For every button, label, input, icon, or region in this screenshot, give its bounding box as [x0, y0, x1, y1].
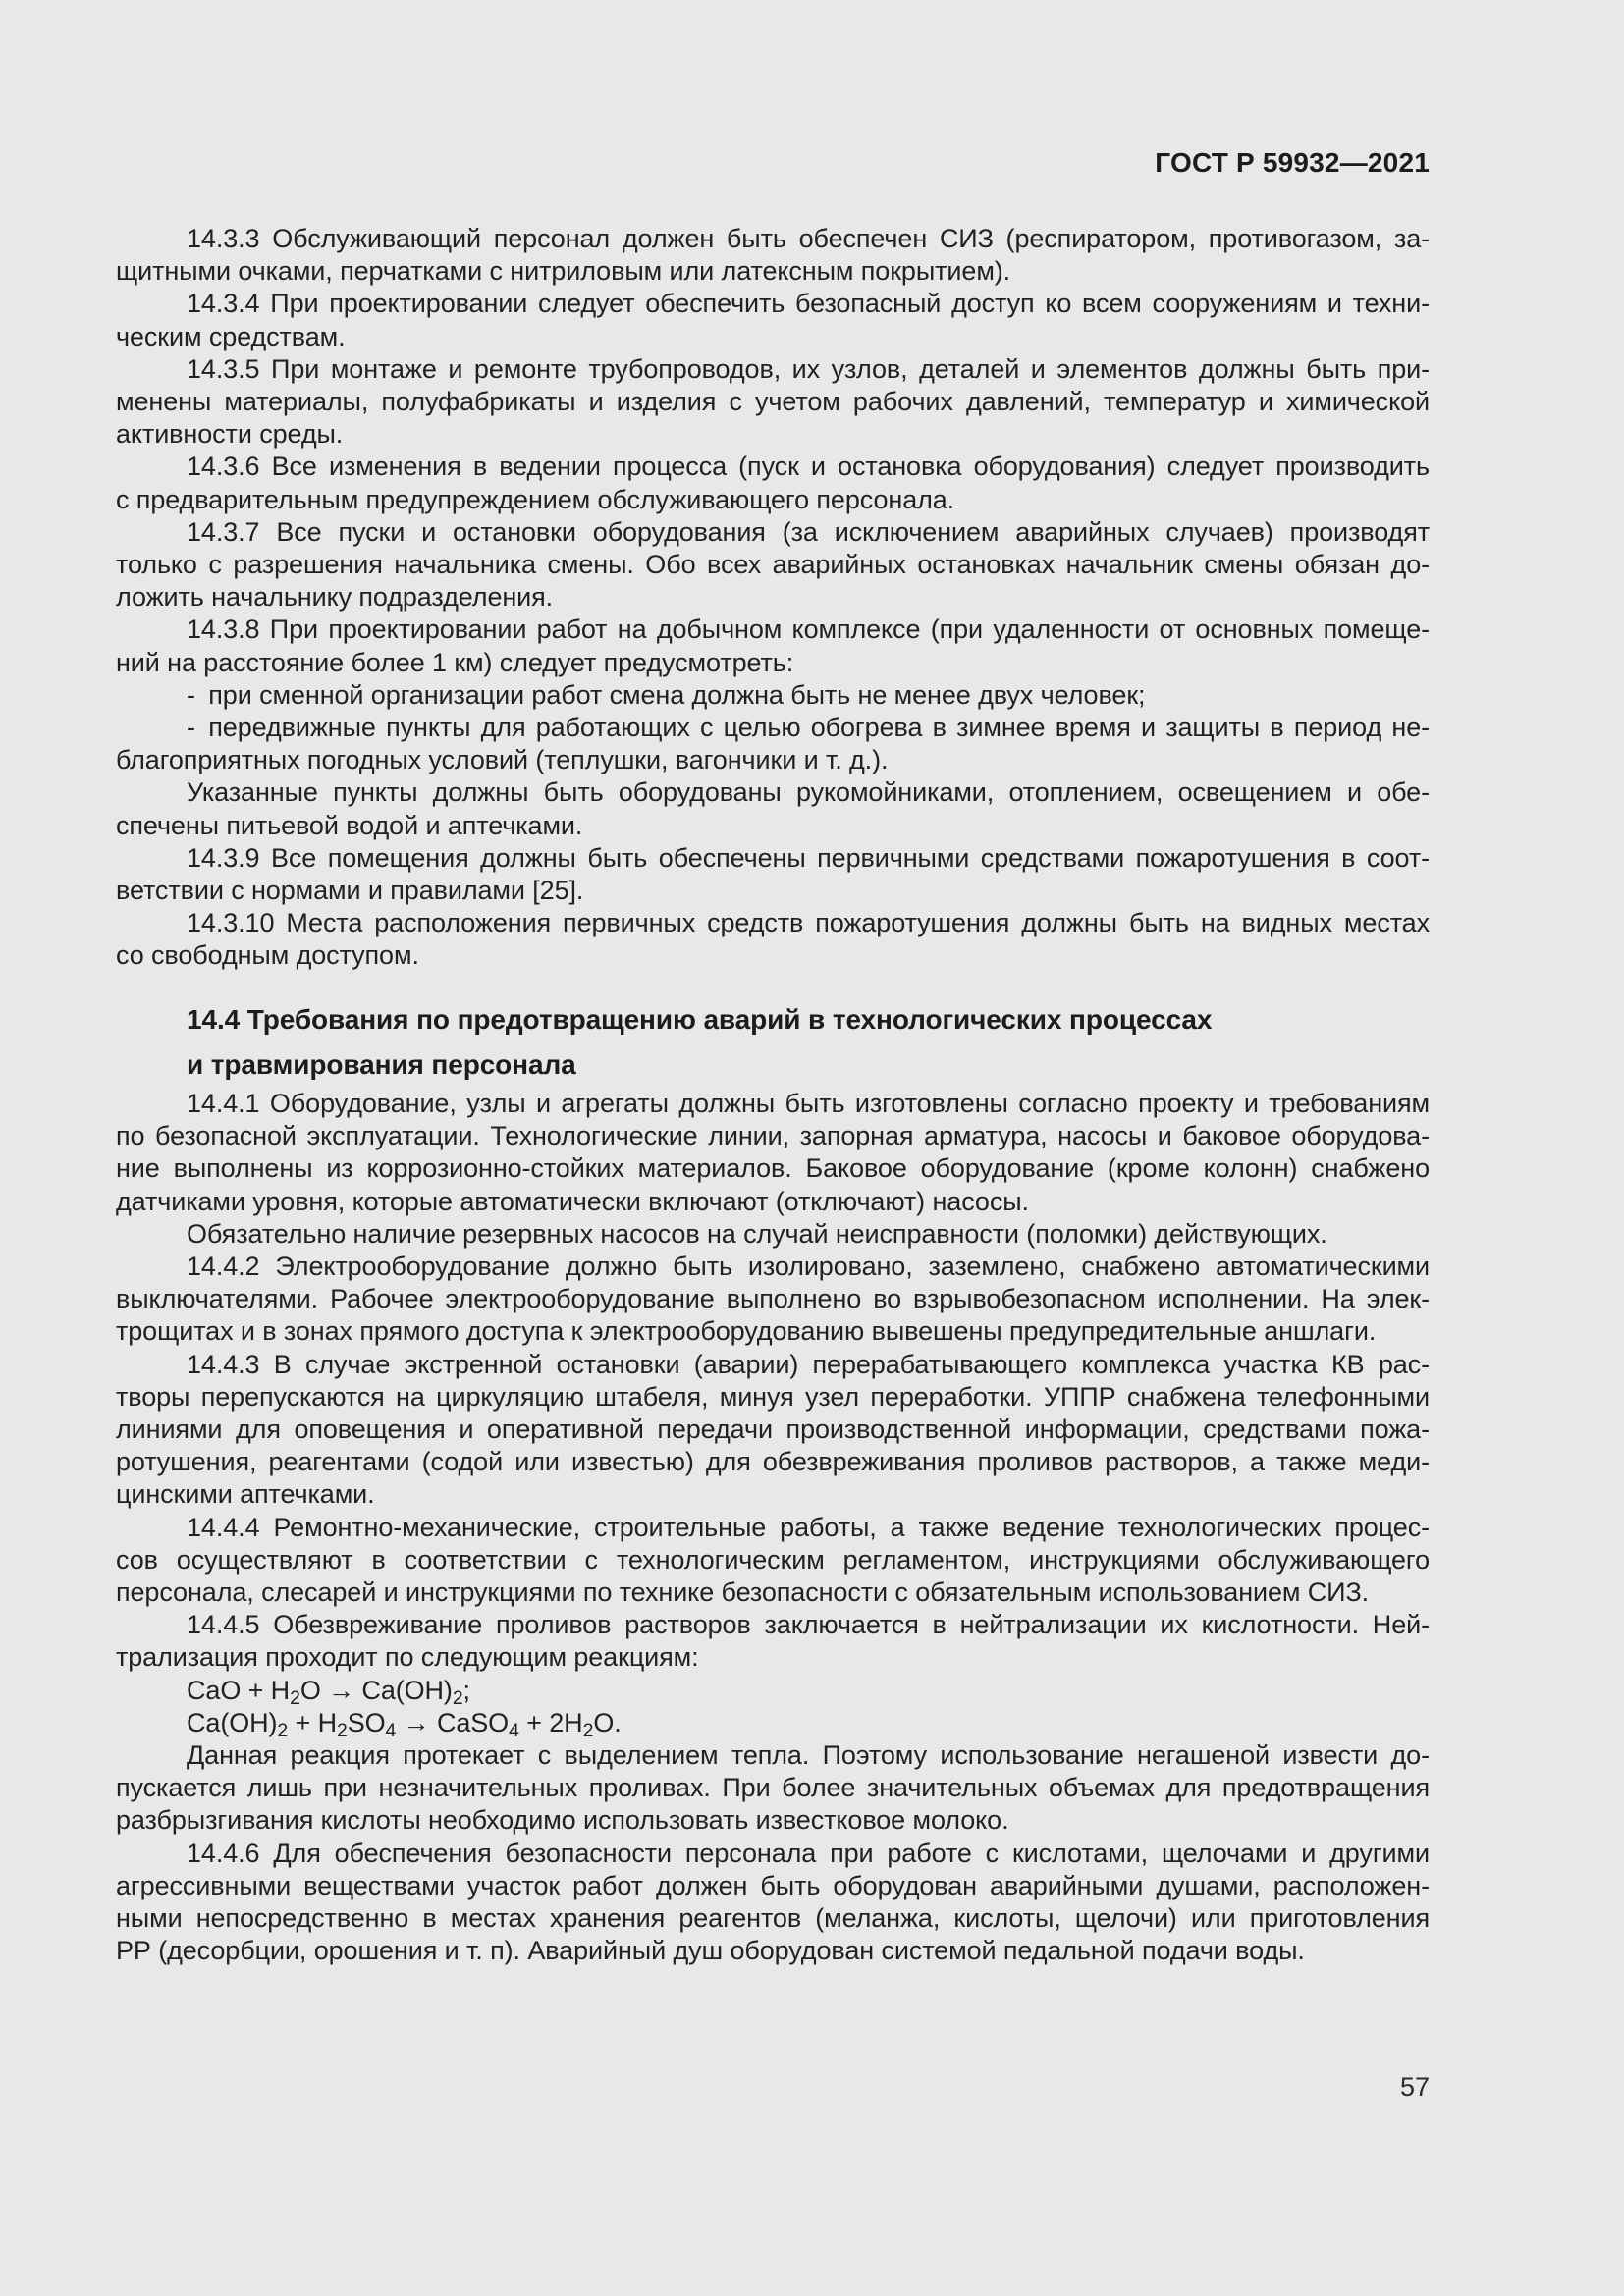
- heading-line: и травмирования персонала: [187, 1049, 576, 1080]
- page-number: 57: [1399, 2072, 1430, 2102]
- formula-line: CaO + $H_2O \to Ca(OH)_2$;: [187, 1675, 470, 1707]
- text-line: выключателями. Рабочее электрооборудование выполнено во взрывобезопасном исполнении. На элек-: [116, 1284, 1430, 1314]
- section-14-3: [116, 223, 1430, 973]
- text-line: 14.4.4 Ремонтно-механические, строительные работы, а также ведение технологических процес-: [187, 1512, 1430, 1542]
- text-line: ными непосредственно в местах хранения реагентов (меланжа, кислоты, щелочи) или приготовления: [116, 1903, 1430, 1934]
- text-line: 14.3.8 При проектировании работ на добычном комплексе (при удаленности от основных помеще-: [187, 614, 1430, 645]
- text-line: - при сменной организации работ смена должна быть не менее двух человек;: [187, 679, 1146, 710]
- text-line: менены материалы, полуфабрикаты и изделия с учетом рабочих давлений, температур и химической: [116, 387, 1430, 417]
- text-line: ложить начальнику подразделения.: [116, 582, 554, 613]
- text-line: 14.3.9 Все помещения должны быть обеспечены первичными средствами пожаротушения в соот-: [187, 842, 1430, 873]
- text-line: спечены питьевой водой и аптечками.: [116, 810, 583, 840]
- text-line: 14.4.1 Оборудование, узлы и агрегаты должны быть изготовлены согласно проекту и требованиям: [187, 1089, 1430, 1118]
- text-line: ний на расстояние более 1 км) следует предусмотреть:: [116, 647, 794, 677]
- text-line: 14.3.7 Все пуски и остановки оборудования (за исключением аварийных случаев) производят: [187, 516, 1430, 547]
- text-line: ротушения, реагентами (содой или известью) для обезвреживания проливов растворов, а также меди-: [116, 1447, 1430, 1477]
- text-line: только с разрешения начальника смены. Обо всех аварийных остановках начальник смены обязан до-: [116, 550, 1430, 580]
- text-line: сов осуществляют в соответствии с технологическим регламентом, инструкциями обслуживающего: [116, 1544, 1430, 1575]
- text-line: персонала, слесарей и инструкциями по технике безопасности с обязательным использованием СИЗ.: [116, 1577, 1370, 1608]
- section-heading-14-4: [116, 997, 1430, 1088]
- text-line: трализация проходит по следующим реакциям:: [116, 1642, 699, 1673]
- text-line: Обязательно наличие резервных насосов на случай неисправности (поломки) действующих.: [187, 1218, 1327, 1249]
- text-line: РР (десорбции, орошения и т. п). Аварийный душ оборудован системой педальной подачи воды.: [116, 1936, 1305, 1966]
- text-line: цинскими аптечками.: [116, 1479, 375, 1510]
- text-line: датчиками уровня, которые автоматически включают (отключают) насосы.: [116, 1186, 1029, 1216]
- section-14-4: [116, 1088, 1430, 1967]
- text-line: 14.4.2 Электрооборудование должно быть изолировано, заземлено, снабжено автоматическими: [187, 1252, 1430, 1282]
- text-line: благоприятных погодных условий (теплушки, вагончики и т. д.).: [116, 745, 889, 775]
- text-line: с предварительным предупреждением обслуживающего персонала.: [116, 484, 955, 514]
- text-line: пускается лишь при незначительных проливах. При более значительных объемах для предотвращения: [116, 1773, 1430, 1803]
- text-line: 14.4.3 В случае экстренной остановки (аварии) перерабатывающего комплекса участка КВ рас-: [187, 1349, 1430, 1379]
- text-line: 14.4.5 Обезвреживание проливов растворов заключается в нейтрализации их кислотности. Ней-: [187, 1610, 1430, 1640]
- formula-line: $Ca(OH)_2 + H_2SO_4$ → CaSO$_4$ + $2H_2O$.: [187, 1707, 622, 1740]
- text-line: трощитах и в зонах прямого доступа к электрооборудованию вывешены предупредительные аншлаги.: [116, 1316, 1377, 1347]
- text-line: разбрызгивания кислоты необходимо использовать известковое молоко.: [116, 1805, 1009, 1836]
- text-line: 14.4.6 Для обеспечения безопасности персонала при работе с кислотами, щелочами и другими: [187, 1838, 1430, 1868]
- text-line: ветствии с нормами и правилами [25].: [116, 876, 584, 906]
- text-line: ческим средствам.: [116, 321, 346, 351]
- text-line: щитными очками, перчатками с нитриловым или латексным покрытием).: [116, 256, 1011, 287]
- text-line: по безопасной эксплуатации. Технологические линии, запорная арматура, насосы и баковое оборудова-: [116, 1121, 1430, 1151]
- text-line: 14.3.10 Места расположения первичных средств пожаротушения должны быть на видных местах: [187, 908, 1430, 938]
- text-line: 14.3.5 При монтаже и ремонте трубопроводов, их узлов, деталей и элементов должны быть при-: [187, 353, 1430, 384]
- document-header: ГОСТ Р 59932—2021: [1155, 147, 1430, 178]
- text-line: Указанные пункты должны быть оборудованы рукомойниками, отоплением, освещением и обе-: [187, 777, 1430, 808]
- text-line: 14.3.4 При проектировании следует обеспечить безопасный доступ ко всем сооружениям и техни-: [187, 289, 1430, 319]
- text-line: ние выполнены из коррозионно-стойких материалов. Баковое оборудование (кроме колонн) снабжено: [116, 1153, 1430, 1184]
- text-line: творы перепускаются на циркуляцию штабеля, минуя узел переработки. УППР снабжена телефонными: [116, 1381, 1430, 1412]
- text-line: 14.3.6 Все изменения в ведении процесса (пуск и остановка оборудования) следует производить: [187, 452, 1430, 482]
- text-line: активности среды.: [116, 419, 344, 450]
- text-line: Данная реакция протекает с выделением тепла. Поэтому использование негашеной извести до-: [187, 1740, 1430, 1771]
- text-line: агрессивными веществами участок работ должен быть оборудован аварийными душами, расположен-: [116, 1870, 1430, 1900]
- text-line: - передвижные пункты для работающих с целью обогрева в зимнее время и защиты в период не-: [187, 713, 1430, 743]
- text-line: 14.3.3 Обслуживающий персонал должен быть обеспечен СИЗ (респиратором, противогазом, за-: [187, 224, 1430, 253]
- text-line: со свободным доступом.: [116, 940, 419, 971]
- text-line: линиями для оповещения и оперативной передачи производственной информации, средствами пожа-: [116, 1415, 1430, 1445]
- heading-line: 14.4 Требования по предотвращению аварий в технологических процессах: [187, 1004, 1213, 1035]
